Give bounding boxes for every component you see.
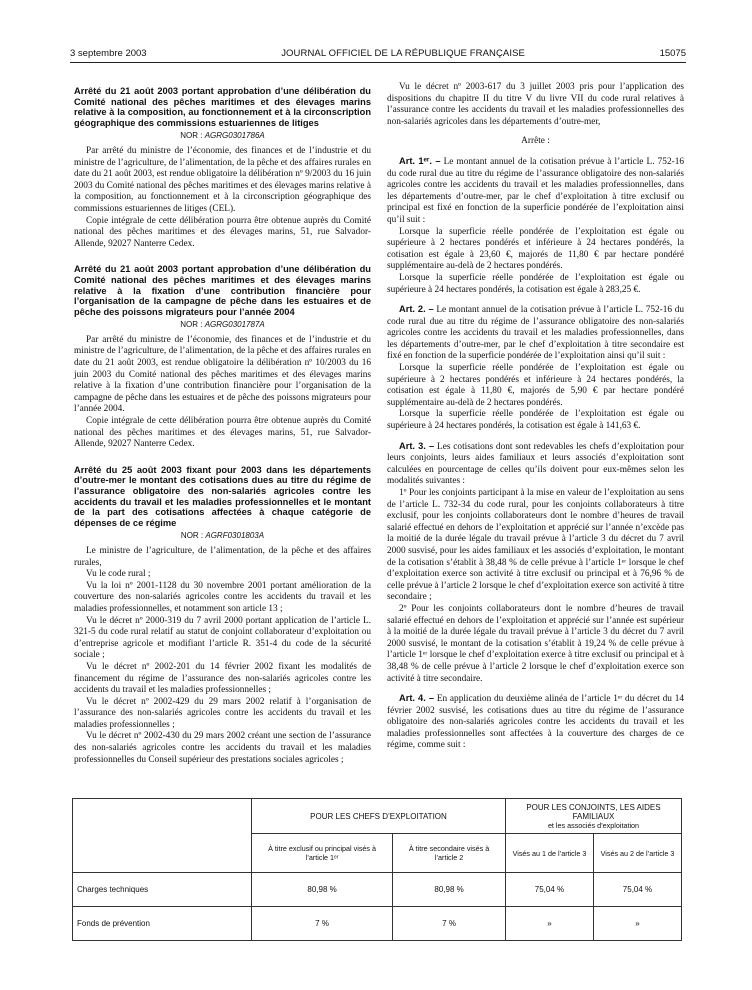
table-cell: 80,98 % xyxy=(252,873,393,907)
article-3-point-2: 2º Pour les conjoints collaborateurs dont le nombre d’heures de travail salarié effectué en dehors de l’exploitation et apprécié sur l’année est supérieur à la moitié de la durée légale du travail prévue à l’article 3 du décret du 7 avril 2000 susvisé, le montant de la cotisation s’établit à 19,24 % de celle prévue à l’article 1ᵉʳ lorsque le chef d’exploitation exerce à titre exclusif ou principal et à 38,48 % de celle prévue à l’article 2 lorsque le chef d’exploitation exerce son activité à titre secondaire. xyxy=(387,603,684,684)
article-2-bracket-1: Lorsque la superficie réelle pondérée de l’exploitation est égale ou supérieure à 2 hectares pondérés et inférieure à 24 hectares pondérés, la cotisation est égale à 11,80 €, majorés de 5,90 € par hectare pondéré supplémentaire au-delà de 2 hectares pondérés. xyxy=(387,363,684,408)
decree-1-nor: NOR : AGRG0301786A xyxy=(180,131,265,141)
table-cell: 7 % xyxy=(252,907,393,941)
article-3: Art. 3. – Les cotisations dont sont redevables les chefs d’exploitation pour leurs conjoints, leurs aides familiaux et leurs associés d’exploitation sont calculées en pourcentage de celles qu’ils doivent pour eux-mêmes selon les modalités suivantes : xyxy=(387,440,684,487)
decree-1-paragraph: Par arrêté du ministre de l’économie, des finances et de l’industrie et du ministre de l’agriculture, de l’alimentation, de la pêche et des affaires rurales en date du 21 août 2003, est rendue obligatoire la délibération nº 9/2003 du 16 juin 2003 du Comité national des pêches maritimes et des élevages marins relative à la composition, au fonctionnement et à la circonscription géographique des commissions estuariennes de litiges (CEL). xyxy=(74,145,371,214)
visa-paragraph: Vu le décret nº 2003-617 du 3 juillet 2003 pris pour l’application des dispositions du chapitre II du titre V du livre VII du code rural relatives à l’assurance contre les accidents du travail et les maladies professionnelles des non-salariés agricoles dans les départements d’outre-mer, xyxy=(387,82,684,127)
table-col-secondaire: À titre secondaire visés à l’article 2 xyxy=(393,834,506,873)
table-cell: 7 % xyxy=(393,907,506,941)
page-header xyxy=(70,46,686,60)
decree-3-paragraph: Vu le décret nº 2000-319 du 7 avril 2000 portant application de l’article L. 321-5 du code rural relatif au statut de conjoint collaborateur d’exploitation ou d’entreprise agricole et modifiant l’article R. 351-4 du code de la sécurité sociale ; xyxy=(74,615,371,661)
decree-3-paragraph: Vu le décret nº 2002-430 du 29 mars 2002 créant une section de l’assurance des non-salariés agricoles contre les accidents du travail et les maladies professionnelles du Conseil supérieur des prestations sociales agricoles ; xyxy=(74,731,371,765)
decree-3-paragraph: Vu le décret nº 2002-429 du 29 mars 2002 relatif à l’organisation de l’assurance des non-salariés agricoles contre les accidents du travail et les maladies professionnelles ; xyxy=(74,696,371,730)
table-row xyxy=(73,873,682,907)
row-label: Charges techniques xyxy=(73,873,252,907)
table-cell: » xyxy=(593,907,681,941)
row-label: Fonds de prévention xyxy=(73,907,252,941)
decree-1-paragraph: Copie intégrale de cette délibération pourra être obtenue auprès du Comité national des pêches maritimes et des élevages marins, 51, rue Salvador-Allende, 92027 Nanterre Cedex. xyxy=(74,215,371,249)
table-cell: 80,98 % xyxy=(393,873,506,907)
table-col-exclusif: À titre exclusif ou principal visés à l’article 1ᵉʳ xyxy=(252,834,393,873)
header-date: 3 septembre 2003 xyxy=(70,47,147,59)
article-1-bracket-2: Lorsque la superficie réelle pondérée de l’exploitation est égale ou supérieure à 24 hectares pondérés, la cotisation est égale à 283,25 €. xyxy=(387,272,684,295)
decree-3-paragraph: Vu le décret nº 2002-201 du 14 février 2002 fixant les modalités de financement du régime de l’assurance des non-salariés agricoles contre les accidents du travail et les maladies professionnelles ; xyxy=(74,661,371,696)
header-page-number: 15075 xyxy=(659,47,686,59)
table-cell: 75,04 % xyxy=(505,873,593,907)
decree-1-title: Arrêté du 21 août 2003 portant approbation d’une délibération du Comité national des pêches maritimes et des élevages marins relative à la composition, au fonctionnement et à la circonscription géographique des commissions estuariennes de litiges xyxy=(74,86,371,128)
table-group-chefs: POUR LES CHEFS D’EXPLOITATION xyxy=(252,799,506,834)
decree-3-nor: NOR : AGRF0301803A xyxy=(180,531,265,541)
header-rule xyxy=(70,62,686,63)
article-4: Art. 4. – En application du deuxième alinéa de l’article 1ᵉʳ du décret du 14 février 2002 susvisé, les cotisations dues au titre du régime de l’assurance obligatoire des non-salariés agricoles contre les accidents du travail et les maladies professionnelles sont affectées à la couverture des charges de ce régime, comme suit : xyxy=(387,693,685,751)
decree-2-paragraph: Par arrêté du ministre de l’économie, des finances et de l’industrie et du ministre de l’agriculture, de l’alimentation, de la pêche et des affaires rurales en date du 21 août 2003, est rendue obligatoire la délibération nº 10/2003 du 16 juin 2003 du Comité national des pêches maritimes et des élevages marins relative à la fixation d’une contribution financière pour l’organisation de la campagne de pêche dans les estuaires et de pêche des poissons migrateurs pour l’année 2004. xyxy=(74,334,371,415)
article-1-bracket-1: Lorsque la superficie réelle pondérée de l’exploitation est égale ou supérieure à 2 hectares pondérés et inférieure à 24 hectares pondérés, la cotisation est égale à 23,60 €, majorés de 11,80 € par hectare pondéré supplémentaire au-delà de 2 hectares pondérés. xyxy=(387,226,684,272)
table-group-conjoints: POUR LES CONJOINTS, LES AIDES FAMILIAUX et les associés d’exploitation xyxy=(505,799,681,834)
decree-2-title: Arrêté du 21 août 2003 portant approbation d’une délibération du Comité national des pêches maritimes et des élevages marins relative à la fixation d’une contribution financière pour l’organisation de la campagne de pêche dans les estuaires et de pêche des poissons migrateurs pour l’année 2004 xyxy=(74,264,371,317)
table-cell: 75,04 % xyxy=(593,873,681,907)
table-cell: » xyxy=(505,907,593,941)
table-col-art3-2: Visés au 2 de l’article 3 xyxy=(593,834,681,873)
decree-2-paragraph: Copie intégrale de cette délibération pourra être obtenue auprès du Comité national des pêches maritimes et des élevages marins, 51, rue Salvador-Allende, 92027 Nanterre Cedex. xyxy=(74,416,371,450)
decree-2-nor: NOR : AGRG0301787A xyxy=(180,320,265,330)
table-row xyxy=(73,907,682,941)
contribution-table xyxy=(72,798,682,941)
table-corner xyxy=(73,799,252,873)
decree-3-paragraph: Vu le code rural ; xyxy=(86,569,151,580)
decree-3-paragraph: Vu la loi nº 2001-1128 du 30 novembre 2001 portant amélioration de la couverture des non-salariés agricoles contre les accidents du travail et les maladies professionnelles, et notamment son article 13 ; xyxy=(74,580,371,614)
article-3-point-1: 1º Pour les conjoints participant à la mise en valeur de l’exploitation au sens de l’article L. 732-34 du code rural, pour les conjoints collaborateurs à titre exclusif, pour les conjoints collaborateurs dont le nombre d’heures de travail salarié effectué en dehors de l’exploitation et apprécié sur l’année n’excède pas la moitié de la durée légale du travail prévue à l’article 3 du décret du 7 avril 2000 susvisé, pour les aides familiaux et les associés d’exploitation, le montant de la cotisation s’établit à 38,48 % de celle prévue à l’article 1ᵉʳ lorsque le chef d’exploitation exerce son activité à titre exclusif ou principal et à 76,96 % de celle prévue à l’article 2 lorsque le chef d’exploitation exerce son activité à titre secondaire ; xyxy=(387,488,684,603)
right-column xyxy=(387,82,684,752)
article-2-bracket-2: Lorsque la superficie réelle pondérée de l’exploitation est égale ou supérieure à 24 hectares pondérés, la cotisation est égale à 141,63 €. xyxy=(387,409,684,432)
decree-3-paragraph: Le ministre de l’agriculture, de l’alimentation, de la pêche et des affaires rurales, xyxy=(74,545,371,568)
left-column xyxy=(74,86,371,766)
article-2: Art. 2. – Le montant annuel de la cotisation prévue à l’article L. 752-16 du code rural due au titre du régime de l’assurance obligatoire des non-salariés agricoles contre les accidents du travail et les maladies professionnelles, dans les départements d’outre-mer, par le chef d’exploitation à titre secondaire est fixé en fonction de la superficie pondérée de l’exploitation ainsi qu’il suit : xyxy=(387,304,684,362)
decree-3-title: Arrêté du 25 août 2003 fixant pour 2003 dans les départements d’outre-mer le montant des cotisations dues au titre du régime de l’assurance obligatoire des non-salariés agricoles contre les accidents du travail et les maladies professionnelles et le montant de la part des cotisations affectées à chaque catégorie de dépenses de ce régime xyxy=(74,464,371,528)
header-title: JOURNAL OFFICIEL DE LA RÉPUBLIQUE FRANÇAISE xyxy=(281,47,525,59)
article-1: Art. 1ᵉʳ. – Le montant annuel de la cotisation prévue à l’article L. 752-16 du code rural due au titre du régime de l’assurance obligatoire des non-salariés agricoles contre les accidents du travail et les maladies professionnelles, dans les départements d’outre-mer, par le chef d’exploitation à titre exclusif ou principal est fixé en fonction de la superficie pondérée de l’exploitation ainsi qu’il suit : xyxy=(387,155,684,225)
table-col-art3-1: Visés au 1 de l’article 3 xyxy=(505,834,593,873)
arrete-heading: Arrête : xyxy=(521,136,550,147)
